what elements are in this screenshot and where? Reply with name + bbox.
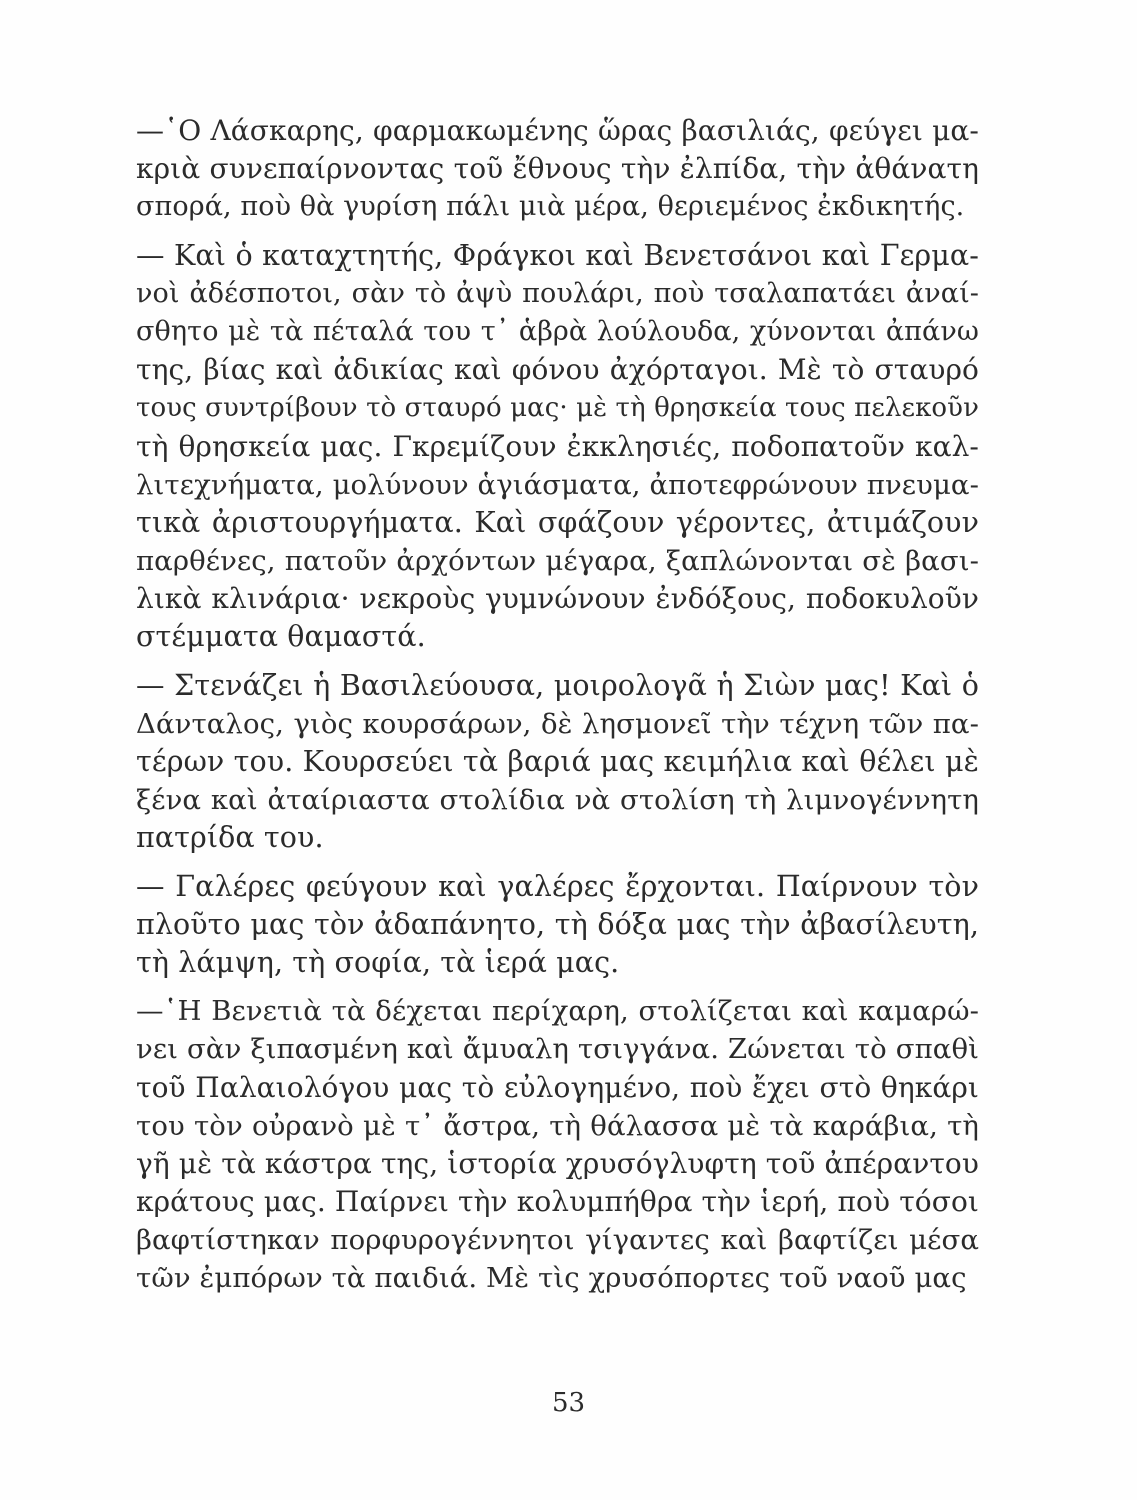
paragraph-gap: [136, 657, 979, 667]
text-line: σθητο μὲ τὰ πέταλά του τ᾽ ἁβρὰ λούλουδα, χύνονται ἀπάνω: [136, 315, 979, 347]
paragraph: [136, 868, 979, 983]
text-line: κράτους μας. Παίρνει τὴν κολυμπήθρα τὴν ἱερή, ποὺ τόσοι: [136, 1185, 979, 1219]
text-line: ξένα καὶ ἀταίριαστα στολίδια νὰ στολίση τὴ λιμνογέννητη: [136, 784, 979, 817]
paragraph-gap: [136, 858, 979, 868]
text-line: τῶν ἐμπόρων τὰ παιδιά. Μὲ τὶς χρυσόπορτες τοῦ ναοῦ μας: [136, 1262, 967, 1295]
text-line: τους συντρίβουν τὸ σταυρό μας· μὲ τὴ θρησκεία τους πελεκοῦν: [136, 393, 979, 424]
text-line: τέρων του. Κουρσεύει τὰ βαριά μας κειμήλια καὶ θέλει μὲ: [136, 745, 979, 778]
text-line: σπορά, ποὺ θὰ γυρίση πάλι μιὰ μέρα, θεριεμένος ἐκδικητής.: [136, 191, 965, 223]
paragraph: [136, 667, 979, 858]
text-line: γῆ μὲ τὰ κάστρα της, ἱστορία χρυσόγλυφτη τοῦ ἀπέραντου: [136, 1146, 979, 1180]
text-line: νοὶ ἀδέσποτοι, σὰν τὸ ἀψὺ πουλάρι, ποὺ τσαλαπατάει ἀναί-: [136, 277, 979, 309]
text-line: λικὰ κλινάρια· νεκροὺς γυμνώνουν ἐνδόξους, ποδοκυλοῦν: [136, 582, 979, 616]
body-text: [136, 112, 979, 1298]
text-line: βαφτίστηκαν πορφυρογέννητοι γίγαντες καὶ βαφτίζει μέσα: [136, 1224, 979, 1257]
text-line: τικὰ ἀριστουργήματα. Καὶ σφάζουν γέροντες, ἀτιμάζουν: [136, 505, 979, 539]
text-line: — Γαλέρες φεύγουν καὶ γαλέρες ἔρχονται. Παίρνουν τὸν: [136, 869, 979, 903]
text-line: παρθένες, πατοῦν ἀρχόντων μέγαρα, ξαπλώνονται σὲ βασι-: [136, 545, 979, 578]
paragraph: [136, 237, 979, 657]
text-line: Δάνταλος, γιὸς κουρσάρων, δὲ λησμονεῖ τὴν τέχνη τῶν πα-: [136, 707, 979, 740]
text-line: τοῦ Παλαιολόγου μας τὸ εὐλογημένο, ποὺ ἔχει στὸ θηκάρι: [136, 1070, 979, 1104]
paragraph: [136, 112, 979, 227]
text-line: κριὰ συνεπαίρνοντας τοῦ ἔθνους τὴν ἐλπίδα, τὴν ἀθάνατη: [136, 152, 979, 186]
text-line: της, βίας καὶ ἀδικίας καὶ φόνου ἀχόρταγοι. Μὲ τὸ σταυρό: [136, 353, 979, 387]
text-line: τὴ λάμψη, τὴ σοφία, τὰ ἱερά μας.: [136, 945, 620, 979]
text-line: πλοῦτο μας τὸν ἀδαπάνητο, τὴ δόξα μας τὴν ἀβασίλευτη,: [136, 907, 979, 941]
text-line: — Καὶ ὁ καταχτητής, Φράγκοι καὶ Βενετσάνοι καὶ Γερμα-: [136, 238, 979, 272]
text-line: —῾Η Βενετιὰ τὰ δέχεται περίχαρη, στολίζεται καὶ καμαρώ-: [136, 995, 979, 1028]
text-line: νει σὰν ξιπασμένη καὶ ἄμυαλη τσιγγάνα. Ζώνεται τὸ σπαθὶ: [136, 1033, 979, 1066]
paragraph: [136, 992, 979, 1298]
text-line: τὴ θρησκεία μας. Γκρεμίζουν ἐκκλησιές, ποδοπατοῦν καλ-: [136, 429, 979, 463]
text-line: του τὸν οὐρανὸ μὲ τ᾽ ἄστρα, τὴ θάλασσα μὲ τὰ καράβια, τὴ: [136, 1109, 979, 1142]
text-line: στέμματα θαμαστά.: [136, 620, 426, 654]
paragraph-gap: [136, 982, 979, 992]
page-number: 53: [551, 1388, 586, 1418]
text-line: λιτεχνήματα, μολύνουν ἁγιάσματα, ἀποτεφρώνουν πνευμα-: [136, 468, 979, 501]
paragraph-gap: [136, 227, 979, 237]
text-line: —῾Ο Λάσκαρης, φαρμακωμένης ὥρας βασιλιάς, φεύγει μα-: [136, 114, 979, 147]
text-line: — Στενάζει ἡ Βασιλεύουσα, μοιρολογᾶ ἡ Σιὼν μας! Καὶ ὁ: [136, 668, 979, 702]
text-line: πατρίδα του.: [136, 821, 324, 855]
